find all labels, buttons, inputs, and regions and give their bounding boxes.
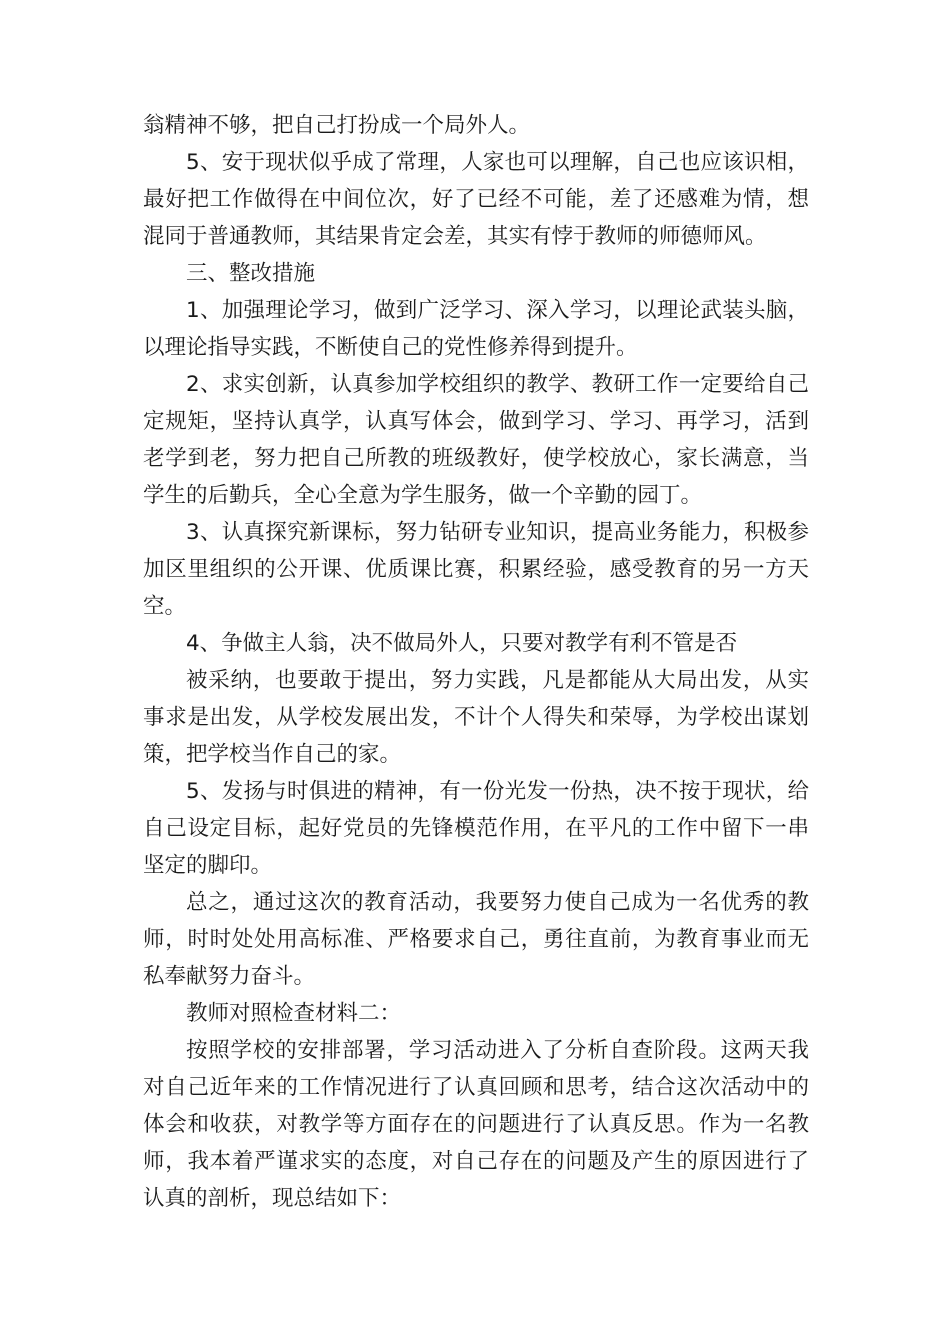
- paragraph-measure-5: 5、发扬与时俱进的精神，有一份光发一份热，决不按于现状，给自己设定目标，起好党员的先锋模范作用，在平凡的工作中留下一串坚定的脚印。: [143, 779, 809, 878]
- paragraph-item-5-complacency: 5、安于现状似乎成了常理，人家也可以理解，自己也应该识相，最好把工作做得在中间位次，好了已经不可能，差了还感难为情，想混同于普通教师，其结果肯定会差，其实有悖于教师的师德师风。: [143, 150, 809, 249]
- document-page: [143, 107, 809, 1217]
- paragraph-measure-1: 1、加强理论学习，做到广泛学习、深入学习，以理论武装头脑，以理论指导实践，不断使自己的党性修养得到提升。: [143, 298, 809, 360]
- paragraph-measure-4-continued: 被采纳，也要敢于提出，努力实践，凡是都能从大局出发，从实事求是出发，从学校发展出发，不计个人得失和荣辱，为学校出谋划策，把学校当作自己的家。: [143, 668, 809, 767]
- paragraph-material-two-intro: 按照学校的安排部署，学习活动进入了分析自查阶段。这两天我对自己近年来的工作情况进行了认真回顾和思考，结合这次活动中的体会和收获，对教学等方面存在的问题进行了认真反思。作为一名教师，我本着严谨求实的态度，对自己存在的问题及产生的原因进行了认真的剖析，现总结如下：: [143, 1038, 809, 1211]
- heading-material-two: 教师对照检查材料二：: [186, 1001, 402, 1026]
- paragraph-measure-4: 4、争做主人翁，决不做局外人，只要对教学有利不管是否: [186, 631, 738, 656]
- paragraph-measure-2: 2、求实创新，认真参加学校组织的教学、教研工作一定要给自己定规矩，坚持认真学，认真写体会，做到学习、学习、再学习，活到老学到老，努力把自己所教的班级教好，使学校放心，家长满意，当学生的后勤兵，全心全意为学生服务，做一个辛勤的园丁。: [143, 372, 809, 508]
- paragraph-measure-3: 3、认真探究新课标，努力钻研专业知识，提高业务能力，积极参加区里组织的公开课、优质课比赛，积累经验，感受教育的另一方天空。: [143, 520, 809, 619]
- section-heading-rectification: 三、整改措施: [186, 261, 316, 286]
- paragraph-conclusion: 总之，通过这次的教育活动，我要努力使自己成为一名优秀的教师，时时处处用高标准、严格要求自己，勇往直前，为教育事业而无私奉献努力奋斗。: [143, 890, 809, 989]
- paragraph-continuation: 翁精神不够，把自己打扮成一个局外人。: [143, 113, 531, 138]
